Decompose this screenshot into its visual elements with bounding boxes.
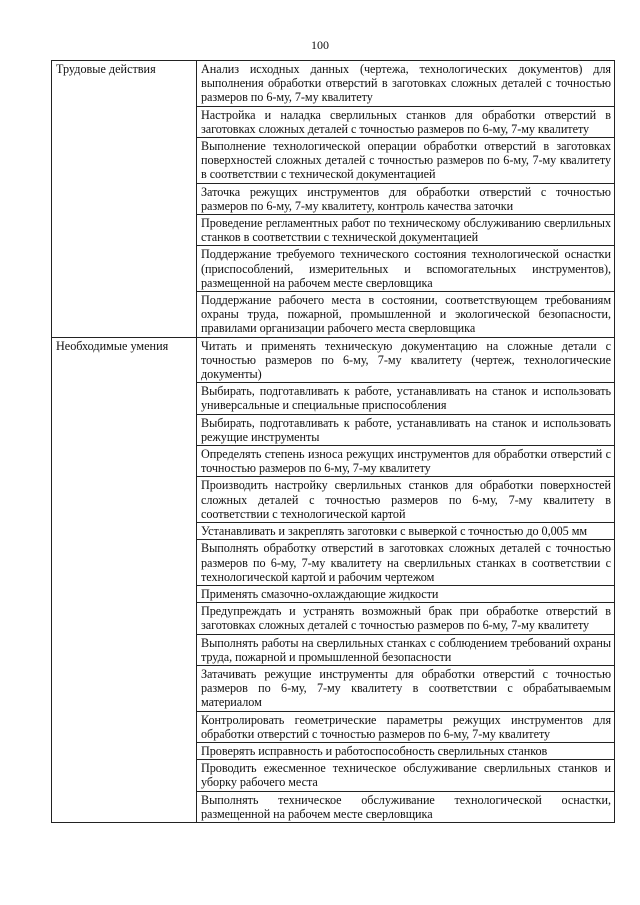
requirement-text: Затачивать режущие инструменты для обработки отверстий с точностью размеров по 6-му, 7-му квалитету в соответствии с обрабатываемым материалом — [197, 665, 615, 711]
requirement-text: Предупреждать и устранять возможный брак при обработке отверстий в заготовках сложных деталей с точностью размеров по 6-му, 7-му квалитету — [197, 603, 615, 634]
requirement-text: Контролировать геометрические параметры режущих инструментов для обработки отверстий с точностью размеров по 6-му, 7-му квалитету — [197, 711, 615, 742]
requirement-text: Выполнять техническое обслуживание технологической оснастки, размещенной на рабочем месте сверловщика — [197, 791, 615, 822]
section-label: Необходимые умения — [52, 337, 197, 822]
requirement-text: Поддержание требуемого технического состояния технологической оснастки (приспособлений, измерительных и вспомогательных инструментов), размещенной на рабочем месте сверловщика — [197, 246, 615, 292]
section-label: Трудовые действия — [52, 61, 197, 338]
requirement-text: Заточка режущих инструментов для обработки отверстий с точностью размеров по 6-му, 7-му квалитету, контроль качества заточки — [197, 183, 615, 214]
requirement-text: Анализ исходных данных (чертежа, технологических документов) для выполнения обработки отверстий в заготовках сложных деталей с точностью размеров по 6-му, 7-му квалитету — [197, 61, 615, 107]
requirement-text: Поддержание рабочего места в состоянии, соответствующем требованиям охраны труда, пожарной, промышленной и экологической безопасности, правилами организации рабочего места сверловщика — [197, 292, 615, 338]
requirement-text: Проверять исправность и работоспособность сверлильных станков — [197, 742, 615, 759]
requirement-text: Определять степень износа режущих инструментов для обработки отверстий с точностью размеров по 6-му, 7-му квалитету — [197, 446, 615, 477]
requirements-table — [51, 60, 615, 823]
requirement-text: Выполнение технологической операции обработки отверстий в заготовках поверхностей сложных деталей с точностью размеров по 6-му, 7-му квалитету в соответствии с технической документацией — [197, 138, 615, 184]
requirement-text: Выполнять обработку отверстий в заготовках сложных деталей с точностью размеров по 6-му, 7-му квалитету на сверлильных станках в соответствии с технологической картой и рабочим чертежом — [197, 540, 615, 586]
requirement-text: Производить настройку сверлильных станков для обработки поверхностей сложных деталей с точностью размеров по 6-му, 7-му квалитету в соответствии с технологической картой — [197, 477, 615, 523]
requirements-table-body — [52, 61, 615, 823]
requirement-text: Проводить ежесменное техническое обслуживание сверлильных станков и уборку рабочего места — [197, 760, 615, 791]
requirement-text: Устанавливать и закреплять заготовки с выверкой с точностью до 0,005 мм — [197, 523, 615, 540]
requirement-text: Выбирать, подготавливать к работе, устанавливать на станок и использовать универсальные и специальные приспособления — [197, 383, 615, 414]
requirement-text: Проведение регламентных работ по техническому обслуживанию сверлильных станков в соответствии с технической документацией — [197, 215, 615, 246]
table-row — [52, 337, 615, 383]
table-row — [52, 61, 615, 107]
requirement-text: Выбирать, подготавливать к работе, устанавливать на станок и использовать режущие инструменты — [197, 414, 615, 445]
requirement-text: Применять смазочно-охлаждающие жидкости — [197, 585, 615, 602]
requirement-text: Выполнять работы на сверлильных станках с соблюдением требований охраны труда, пожарной и промышленной безопасности — [197, 634, 615, 665]
page-number: 100 — [311, 38, 329, 52]
requirement-text: Читать и применять техническую документацию на сложные детали с точностью размеров по 6-му, 7-му квалитету (чертеж, технологические документы) — [197, 337, 615, 383]
requirement-text: Настройка и наладка сверлильных станков для обработки отверстий в заготовках сложных деталей с точностью размеров по 6-му, 7-му квалитету — [197, 106, 615, 137]
